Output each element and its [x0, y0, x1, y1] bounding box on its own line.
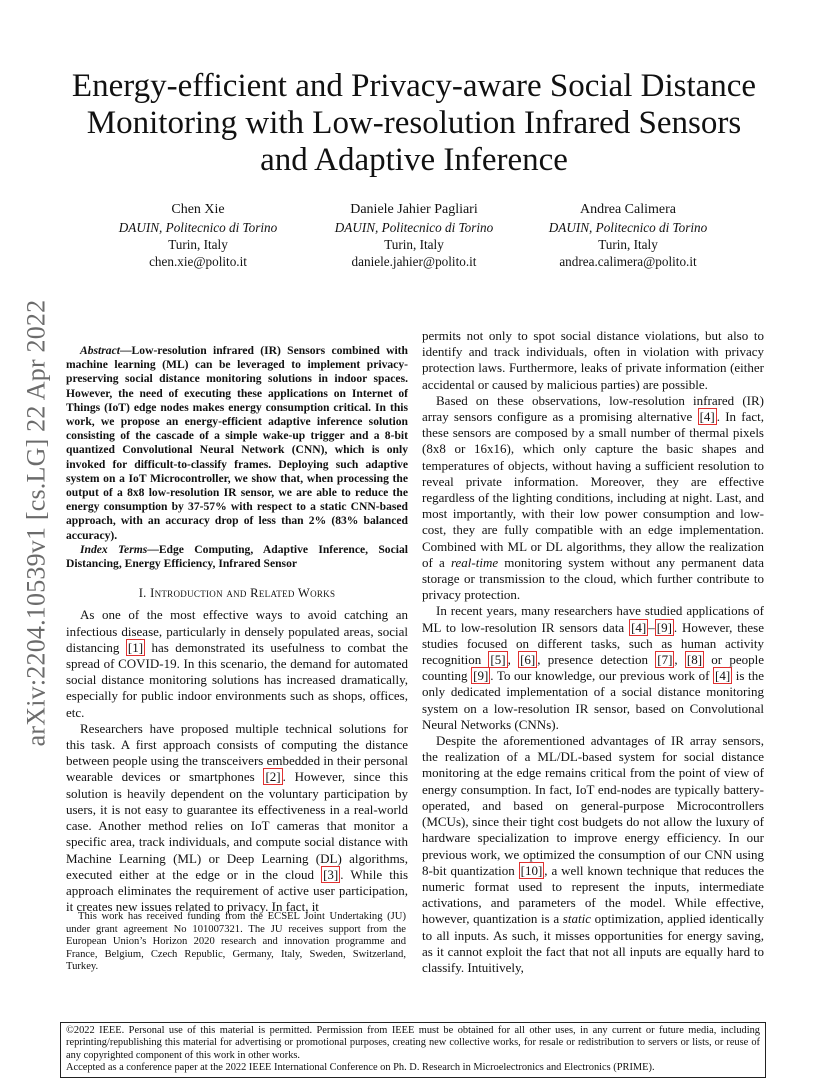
paragraph — [66, 721, 408, 915]
text-run: , — [507, 652, 519, 668]
right-column — [422, 328, 764, 976]
author-name: Chen Xie — [171, 202, 225, 217]
author-block-2 — [304, 201, 524, 270]
citation-link[interactable]: [4] — [715, 668, 731, 684]
citation-link[interactable]: [10] — [520, 862, 543, 878]
index-terms-text: —Edge Computing, Adaptive Inference, Social Distancing, Energy Efficiency, Infrared Sensor — [66, 542, 408, 571]
text-run: . While this approach eliminates the requirement of active user participation, it creates new issues related to privacy. In fact, it — [66, 866, 409, 915]
paragraph — [422, 603, 764, 733]
section-title: Introduction and Related Works — [150, 586, 336, 601]
author-email[interactable]: daniele.jahier@polito.it — [351, 254, 477, 269]
author-name: Daniele Jahier Pagliari — [350, 202, 478, 217]
citation-link[interactable]: [8] — [686, 652, 703, 668]
citation-link[interactable]: [2] — [265, 769, 281, 785]
author-name: Andrea Calimera — [579, 202, 676, 217]
acceptance-line: Accepted as a conference paper at the 2022 IEEE International Conference on Ph. D. Research in Microelectronics and Electronics (PRIME). — [66, 1062, 655, 1074]
author-block-3 — [518, 201, 738, 270]
text-run: optimization, applied identically to all inputs. As such, it misses opportunities for energy saving, as it cannot exploit the fact that not all inputs are equally hard to classify. Intuitively, — [422, 911, 765, 975]
author-affiliation: DAUIN, Politecnico di Torino — [548, 220, 708, 235]
author-email[interactable]: andrea.calimera@polito.it — [559, 254, 697, 269]
arxiv-id: arXiv:2204.10539v1 [cs.LG] 22 Apr 2022 — [21, 299, 50, 747]
abstract — [66, 344, 408, 543]
author-block-1 — [88, 201, 308, 270]
paragraph — [66, 607, 408, 720]
text-run: . However, since this solution is heavily dependent on the voluntary participation by users, it is not easy to guarantee its effectiveness in a real-world case. Another method relies on IoT cameras that monitor a specific area, track individuals, and compute social distance with Machine Learning (ML) or Deep Learning (DL) algorithms, executed either at the edge or in the cloud — [66, 769, 409, 882]
citation-link[interactable]: [5] — [490, 652, 506, 668]
citation-link[interactable]: [9] — [656, 619, 672, 635]
funding-text: This work has received funding from the ECSEL Joint Undertaking (JU) under grant agreement No 101007321. The JU receives support from the European Union’s Horizon 2020 research and innovation programme and France, Belgium, Czech Republic, Germany, Italy, Sweden, Switzerland, Turkey. — [66, 911, 406, 973]
text-run: or people counting — [422, 652, 764, 684]
text-run: , a well known technique that reduces the numeric format used to represent the inputs, intermediate activations, and parameters of the model. While effective, however, quantization is a — [422, 862, 765, 927]
copyright-notice — [60, 1022, 766, 1078]
text-run: . However, these studies focused on different tasks, such as human activity recognition — [422, 619, 764, 668]
citation-link[interactable]: [6] — [520, 652, 536, 668]
arxiv-stamp — [18, 288, 54, 758]
text-run: . To our knowledge, our previous work of — [490, 668, 714, 684]
text-run: Based on these observations, low-resolution infrared (IR) array sensors configure as a promising alternative — [422, 392, 764, 425]
copyright-line: ©2022 IEEE. Personal use of this material is permitted. Permission from IEEE must be obtained for all other uses, in any current or future media, including reprinting/republishing this material for advertising or promotional purposes, creating new collective works, for resale or redistribution to servers or lists, or reuse of any copyrighted component of this work in other works. — [66, 1025, 760, 1061]
author-location: Turin, Italy — [598, 237, 658, 252]
emphasis: real-time — [450, 554, 499, 570]
citation-link[interactable]: [1] — [127, 639, 144, 655]
paragraph — [422, 733, 764, 976]
text-run: Researchers have proposed multiple technical solutions for this task. A first approach consists of computing the distance between people using the transceivers embedded in their personal wearable devices or smartphones — [66, 720, 408, 785]
text-run: has demonstrated its usefulness to combat the spread of COVID-19. In this scenario, the demand for automated social distance monitoring solutions has increased dramatically, especially for public indoor environments such as shops, offices, etc. — [66, 639, 409, 720]
citation-link[interactable]: [7] — [657, 652, 673, 668]
section-heading — [66, 585, 408, 601]
text-run: Despite the aforementioned advantages of IR array sensors, the realization of a ML/DL-based system for social distance monitoring at the edge remains critical from the point of view of energy consumption. In fact, IoT end-nodes are typically battery-operated, and based on general-purpose Microcontrollers (MCUs), since their tight cost budgets do not allow the luxury of hardware specialization to improve energy efficiency. In our previous work, we optimized the consumption of our CNN using 8-bit quantization — [422, 733, 764, 878]
abstract-label: Abstract — [80, 344, 120, 357]
left-column — [66, 344, 408, 915]
index-terms — [66, 543, 408, 571]
citation-link[interactable]: [3] — [323, 866, 339, 882]
emphasis: static — [562, 911, 591, 927]
text-run: As one of the most effective ways to avoid catching an infectious disease, particularly in densely populated areas, social distancing — [66, 607, 408, 655]
author-email[interactable]: chen.xie@polito.it — [149, 254, 247, 269]
author-affiliation: DAUIN, Politecnico di Torino — [118, 220, 278, 235]
text-run: monitoring system without any permanent data storage or transmission to the cloud, which further contribute to privacy protection. — [422, 554, 764, 603]
text-run: , — [674, 652, 685, 668]
text-run: In recent years, many researchers have studied applications of ML to low-resolution IR sensors data — [422, 603, 764, 635]
citation-link[interactable]: [9] — [473, 668, 489, 684]
paper-title: Energy-efficient and Privacy-aware Social Distance Monitoring with Low-resolution Infrared Sensors and Adaptive Inference — [71, 68, 757, 178]
paragraph: permits not only to spot social distance violations, but also to identify and track individuals, often in violation with privacy protection laws. Furthermore, leaks of private information (either accidental or caused by malicious parties) are possible. — [422, 328, 764, 392]
text-run: , presence detection — [537, 652, 656, 668]
author-location: Turin, Italy — [168, 237, 228, 252]
citation-link[interactable]: [4] — [699, 409, 715, 425]
section-number: I. — [138, 586, 147, 601]
author-location: Turin, Italy — [384, 237, 444, 252]
text-run: is the only dedicated implementation of a social distance monitoring system on a low-resolution IR sensor, based on Convolutional Neural Networks (CNNs). — [422, 668, 764, 732]
text-run: . In fact, these sensors are composed by a small number of thermal pixels (8x8 or 16x16), which only capture the basic shapes and temperatures of objects, without having a sufficient resolution to reveal private information. Moreover, they are effective regardless of the lighting conditions, including at night. Last, and most importantly, with their low power consumption and low-cost, they are fully compatible with an edge implementation. Combined with ML or DL algorithms, they allow the realization of a — [422, 409, 764, 570]
abstract-text: —Low-resolution infrared (IR) Sensors combined with machine learning (ML) can be leveraged to implement privacy-preserving social distance monitoring solutions in indoor spaces. However, the need of executing these applications on Internet of Things (IoT) edge nodes makes energy consumption critical. In this work, we propose an energy-efficient adaptive inference solution consisting of the cascade of a simple wake-up trigger and a 8-bit quantized Convolutional Neural Network (CNN), which is only invoked for difficult-to-classify frames. Deploying such adaptive system on a IoT Microcontroller, we show that, when processing the output of a 8x8 low-resolution IR sensor, we are able to reduce the energy consumption by 37-57% with respect to a static CNN-based approach, with an accuracy drop of less than 2% (83% balanced accuracy). — [66, 344, 408, 542]
author-affiliation: DAUIN, Politecnico di Torino — [334, 220, 494, 235]
text-run: – — [648, 619, 655, 635]
paragraph — [422, 393, 764, 604]
citation-link[interactable]: [4] — [631, 619, 647, 635]
index-terms-label: Index Terms — [80, 542, 148, 556]
funding-footnote — [66, 911, 406, 974]
